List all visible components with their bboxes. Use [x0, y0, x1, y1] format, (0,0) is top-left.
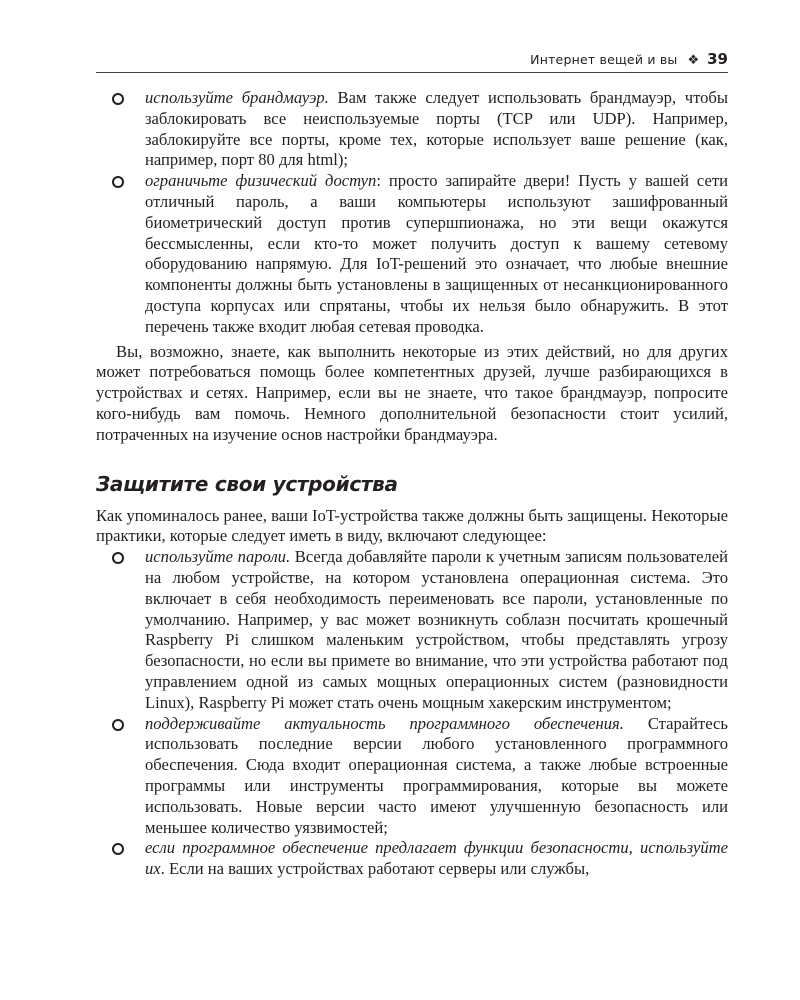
circle-bullet-icon [112, 93, 124, 105]
list-item [96, 88, 728, 171]
list-item-text: . Если на ваших устройствах работают серверы или службы, [160, 859, 590, 879]
list-item-lead: если программное обеспечение предлагает функции безопасности, используйте их [145, 838, 728, 879]
list-item-lead: используйте пароли. [145, 547, 291, 567]
bullet-list-devices [96, 547, 728, 880]
circle-bullet-icon [112, 552, 124, 564]
page-body [96, 88, 728, 880]
bullet-list-network [96, 88, 728, 338]
list-item-text: : просто запирайте двери! Пусть у вашей сети отличный пароль, а ваши компьютеры используют зашифрованный биометрический доступ против супершпионажа, но эти вещи окажутся бессмысленны, если кто-то может получить доступ к вашему сетевому оборудованию напрямую. Для IoT-решений это означает, что любые внешние компоненты должны быть установлены в защищенных от несанкционированного доступа корпусах или спрятаны, чтобы их нельзя было обнаружить. В этот перечень также входит любая сетевая проводка. [145, 171, 728, 336]
page-number: 39 [707, 50, 728, 68]
circle-bullet-icon [112, 843, 124, 855]
list-item-text: Всегда добавляйте пароли к учетным записям пользователей на любом устройстве, на котором установлена операционная система. Это включает в себя необходимость переименовать все пароли, установленные по умолчанию. Например, у вас может возникнуть соблазн посчитать крошечный Raspberry Pi слишком маленьким устройством, чтобы представлять угрозу безопасности, но если вы примете во внимание, что эти устройства работают под управлением одной из самых мощных операционных систем (разновидности Linux), Raspberry Pi может стать очень мощным хакерским инструментом; [145, 547, 728, 712]
list-item [96, 547, 728, 713]
list-item-text: Вам также следует использовать брандмауэр, чтобы заблокировать все неиспользуемые порты (TCP или UDP). Например, заблокируйте все порты, кроме тех, которые использует ваше решение (как, например, порт 80 для html); [145, 88, 728, 170]
list-item-lead: используйте брандмауэр. [145, 88, 329, 107]
list-item [96, 171, 728, 337]
list-item [96, 714, 728, 839]
four-diamond-ornament-icon: ❖ [687, 53, 700, 68]
body-paragraph: Вы, возможно, знаете, как выполнить некоторые из этих действий, но для других может потребоваться помощь более компетентных друзей, лучше разбирающихся в устройствах и сетях. Например, если вы не знаете, что такое брандмауэр, попросите кого-нибудь вам помочь. Немного дополнительной безопасности стоит усилий, потраченных на изучение основ настройки брандмауэра. [96, 341, 728, 444]
running-header [96, 50, 728, 73]
body-paragraph: Как упоминалось ранее, ваши IoT-устройства также должны быть защищены. Некоторые практики, которые следует иметь в виду, включают следующее: [96, 505, 728, 546]
list-item [96, 838, 728, 880]
list-item-lead: поддерживайте актуальность программного обеспечения. [145, 713, 624, 733]
list-item-text: Старайтесь использовать последние версии любого установленного программного обеспечения. Сюда входит операционная система, а также любые встроенные программы или инструменты программирования, которые вы можете использовать. Новые версии часто имеют улучшенную безопасность или меньшее количество уязвимостей; [145, 713, 728, 837]
circle-bullet-icon [112, 176, 124, 188]
list-item-lead: ограничьте физический доступ [145, 171, 377, 191]
circle-bullet-icon [112, 719, 124, 731]
running-title: Интернет вещей и вы [530, 52, 678, 67]
section-heading: Защитите свои устройства [96, 471, 398, 496]
